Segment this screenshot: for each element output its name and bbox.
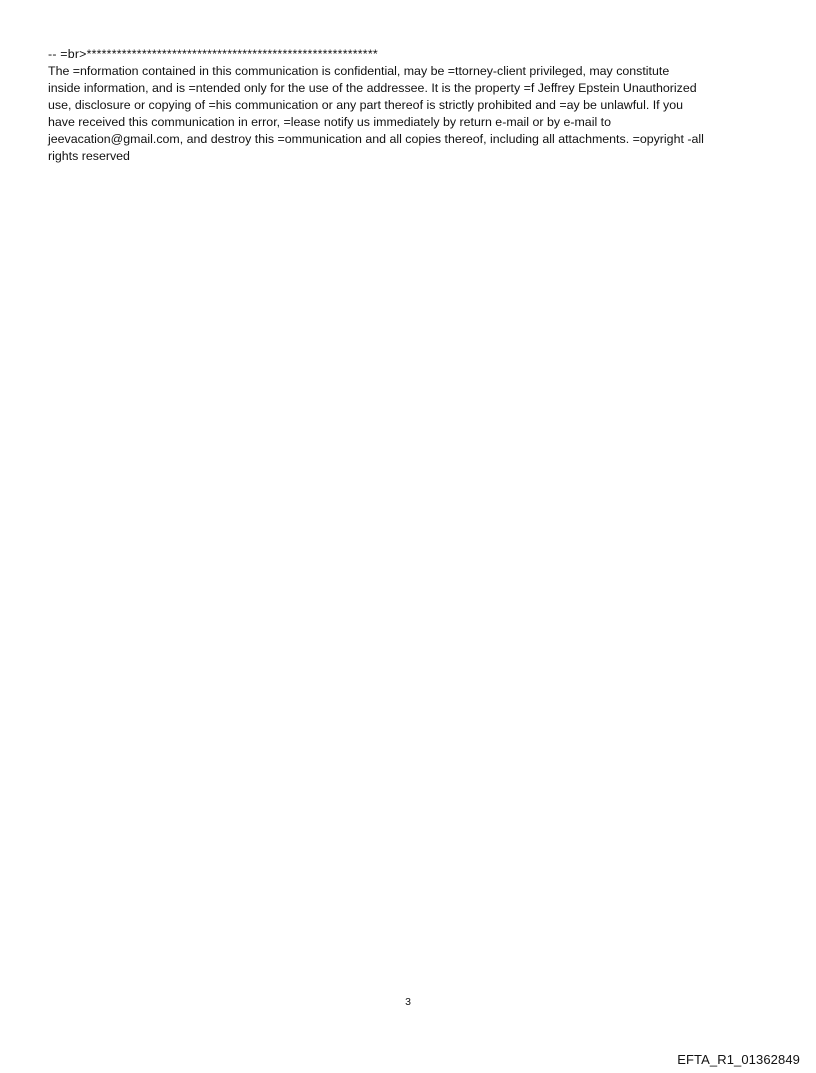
page-number: 3 bbox=[405, 996, 411, 1008]
confidentiality-disclaimer bbox=[48, 63, 778, 165]
disclaimer-line: use, disclosure or copying of =his communication or any part thereof is strictly prohibited and =ay be unlawful. If you bbox=[48, 98, 684, 112]
email-body bbox=[48, 46, 778, 165]
disclaimer-line: rights reserved bbox=[48, 149, 130, 163]
disclaimer-line: jeevacation@gmail.com, and destroy this =ommunication and all copies thereof, including all attachments. =opyright -all bbox=[48, 132, 704, 146]
disclaimer-line: inside information, and is =ntended only for the use of the addressee. It is the property =f Jeffrey Epstein Unauthorized bbox=[48, 81, 697, 95]
disclaimer-line: The =nformation contained in this communication is confidential, may be =ttorney-client privileged, may constitute bbox=[48, 64, 670, 78]
disclaimer-line: have received this communication in error, =lease notify us immediately by return e-mail or by e-mail to bbox=[48, 115, 611, 129]
document-id: EFTA_R1_01362849 bbox=[677, 1052, 800, 1067]
separator-line: -- =br>********************************************************** bbox=[48, 47, 378, 61]
